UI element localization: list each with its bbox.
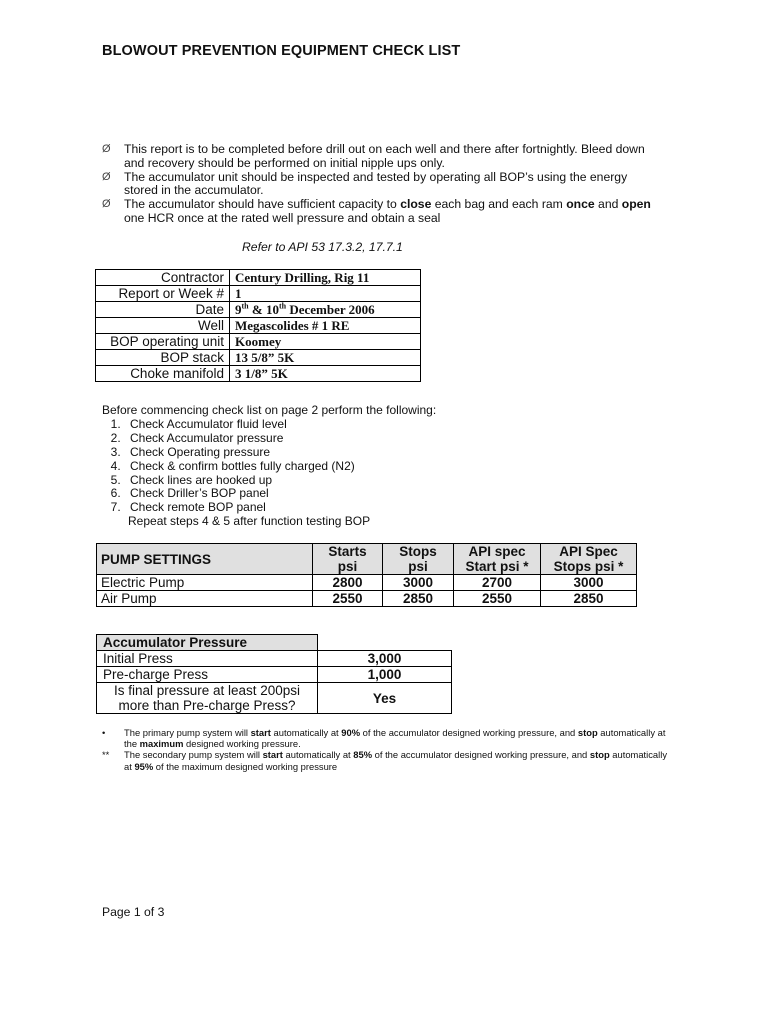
list-item: 2. Check Accumulator pressure xyxy=(124,432,436,446)
starts-value: 2800 xyxy=(313,575,383,591)
accumulator-header: Accumulator Pressure xyxy=(97,635,318,651)
report-label: Report or Week # xyxy=(96,286,230,302)
col-header: Stops psi xyxy=(383,544,454,575)
table-row xyxy=(97,575,637,591)
instruction-item: Ø This report is to be completed before drill out on each well and there after fortnightly. Bleed down and recovery should be performed on initial nipple ups only. xyxy=(102,142,645,170)
stops-value: 3000 xyxy=(383,575,454,591)
table-row xyxy=(96,286,421,302)
page-title: BLOWOUT PREVENTION EQUIPMENT CHECK LIST xyxy=(102,43,461,59)
choke-label: Choke manifold xyxy=(96,366,230,382)
table-row xyxy=(96,350,421,366)
bop-stack-label: BOP stack xyxy=(96,350,230,366)
accumulator-table xyxy=(96,634,452,714)
list-item: 4. Check & confirm bottles fully charged (N2) xyxy=(124,460,436,474)
precharge-value: 1,000 xyxy=(318,667,452,683)
col-header: API Spec Stops psi * xyxy=(541,544,637,575)
bop-unit-value: Koomey xyxy=(230,334,421,350)
bullet-marker: Ø xyxy=(102,170,111,183)
contractor-label: Contractor xyxy=(96,270,230,286)
pre-check-intro: Before commencing check list on page 2 perform the following: xyxy=(102,403,437,417)
final-pressure-question: Is final pressure at least 200psi more than Pre-charge Press? xyxy=(97,683,318,714)
initial-press-value: 3,000 xyxy=(318,651,452,667)
contractor-value: Century Drilling, Rig 11 xyxy=(230,270,421,286)
instruction-item: Ø The accumulator unit should be inspected and tested by operating all BOP’s using the energy stored in the accumulator. xyxy=(102,169,628,198)
list-item: 7. Check remote BOP panel xyxy=(124,501,436,515)
api-start-value: 2700 xyxy=(454,575,541,591)
list-item: 1. Check Accumulator fluid level xyxy=(124,418,436,432)
table-row xyxy=(97,667,452,683)
initial-press-label: Initial Press xyxy=(97,651,318,667)
pump-settings-table xyxy=(96,543,637,607)
bullet-marker: Ø xyxy=(102,143,111,155)
pre-check-section xyxy=(102,404,436,529)
instruction-item: Ø The accumulator should have sufficient capacity to close each bag and each ram once and open one HCR once at the rated well pressure and obtain a seal xyxy=(102,197,651,225)
list-item: 5. Check lines are hooked up xyxy=(124,474,436,488)
footnote: • The primary pump system will start automatically at 90% of the accumulator designed working pressure, and stop automatically at the maximum designed working pressure. xyxy=(102,727,666,750)
col-header: API spec Start psi * xyxy=(454,544,541,575)
repeat-note: Repeat steps 4 & 5 after function testing BOP xyxy=(128,514,371,529)
table-header-row xyxy=(97,544,637,575)
list-item: 6. Check Driller’s BOP panel xyxy=(124,487,436,501)
bop-stack-value: 13 5/8” 5K xyxy=(230,350,421,366)
table-row xyxy=(96,270,421,286)
pump-name: Electric Pump xyxy=(97,575,313,591)
list-item: 3. Check Operating pressure xyxy=(124,446,436,460)
precharge-label: Pre-charge Press xyxy=(97,667,318,683)
well-value: Megascolides # 1 RE xyxy=(230,318,421,334)
well-info-table xyxy=(95,269,421,382)
api-stop-value: 2850 xyxy=(541,591,637,607)
report-value: 1 xyxy=(230,286,421,302)
api-start-value: 2550 xyxy=(454,591,541,607)
table-row xyxy=(97,683,452,714)
api-reference: Refer to API 53 17.3.2, 17.7.1 xyxy=(242,240,403,254)
table-row xyxy=(97,591,637,607)
table-row xyxy=(96,302,421,318)
well-label: Well xyxy=(96,318,230,334)
pump-name: Air Pump xyxy=(97,591,313,607)
bullet-marker: Ø xyxy=(102,198,111,211)
pre-check-steps xyxy=(102,418,436,515)
instructions-list xyxy=(102,143,662,226)
footnote: ** The secondary pump system will start automatically at 85% of the accumulator designed working pressure, and stop automatically at 95% of the maximum designed working pressure xyxy=(102,749,668,772)
footnotes xyxy=(102,727,672,772)
bop-unit-label: BOP operating unit xyxy=(96,334,230,350)
table-row xyxy=(96,318,421,334)
table-header-row xyxy=(97,635,452,651)
pump-settings-header: PUMP SETTINGS xyxy=(97,544,313,575)
table-row xyxy=(96,334,421,350)
stops-value: 2850 xyxy=(383,591,454,607)
date-label: Date xyxy=(96,302,230,318)
final-pressure-answer: Yes xyxy=(318,683,452,714)
api-stop-value: 3000 xyxy=(541,575,637,591)
date-value: 9th & 10th December 2006 xyxy=(230,302,421,318)
table-row xyxy=(96,366,421,382)
page-number: Page 1 of 3 xyxy=(102,905,165,919)
table-row xyxy=(97,651,452,667)
choke-value: 3 1/8” 5K xyxy=(230,366,421,382)
starts-value: 2550 xyxy=(313,591,383,607)
col-header: Starts psi xyxy=(313,544,383,575)
